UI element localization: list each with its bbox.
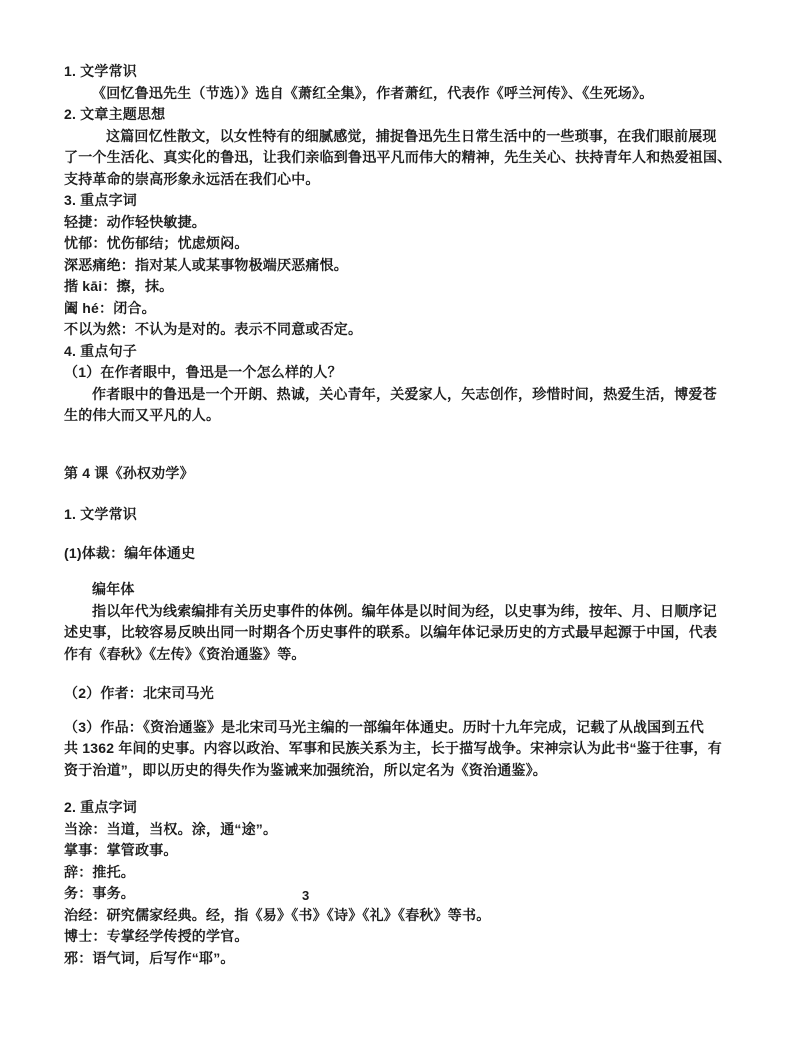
text-line: 第 4 课《孙权劝学》 bbox=[64, 464, 194, 481]
text-line: 阖 hé：闭合。 bbox=[64, 299, 156, 316]
text-line: 生的伟大而又平凡的人。 bbox=[64, 407, 221, 423]
text-line: 博士：专掌经学传授的学官。 bbox=[64, 928, 249, 944]
text-line: 了一个生活化、真实化的鲁迅，让我们亲临到鲁迅平凡而伟大的精神，先生关心、扶持青年人和热爱祖国、 bbox=[64, 149, 732, 165]
text-line: 支持革命的崇高形象永远活在我们心中。 bbox=[64, 170, 320, 187]
text-line: 1. 文学常识 bbox=[64, 506, 137, 522]
blank-space bbox=[64, 484, 764, 504]
text-line: 1. 文学常识 bbox=[64, 63, 137, 79]
text-line: 轻捷：动作轻快敏捷。 bbox=[64, 213, 206, 230]
text-line: （3）作品：《资治通鉴》是北宋司马光主编的一部编年体通史。历时十九年完成，记载了从战国到五代 bbox=[64, 718, 704, 735]
text-line: 作者眼中的鲁迅是一个开朗、热诚，关心青年，关爱家人，矢志创作，珍惜时间，热爱生活，博爱苍 bbox=[92, 385, 717, 402]
blank-space bbox=[64, 526, 764, 543]
text-line: 3. 重点字词 bbox=[64, 192, 137, 208]
text-line: 《回忆鲁迅先生（节选）》选自《萧红全集》，作者萧红，代表作《呼兰河传》、《生死场》。 bbox=[92, 84, 654, 101]
text-line: 不以为然：不认为是对的。表示不同意或否定。 bbox=[64, 321, 363, 337]
text-line: 邪：语气词，后写作“耶”。 bbox=[64, 949, 235, 966]
text-line: 指以年代为线索编排有关历史事件的体例。编年体是以时间为经，以史事为纬，按年、月、日顺序记 bbox=[92, 602, 717, 619]
text-line: 2. 重点字词 bbox=[64, 799, 137, 815]
blank-space bbox=[64, 705, 764, 717]
text-line: 务：事务。 bbox=[64, 885, 135, 901]
text-line: （1）在作者眼中，鲁迅是一个怎么样的人？ bbox=[64, 364, 342, 380]
document-body bbox=[64, 61, 764, 969]
text-line: (1)体裁：编年体通史 bbox=[64, 544, 196, 561]
text-line: 揩 kāi：擦，抹。 bbox=[64, 278, 174, 294]
text-line: 这篇回忆性散文，以女性特有的细腻感觉，捕捉鲁迅先生日常生活中的一些琐事，在我们眼前展现 bbox=[106, 127, 717, 144]
text-line: 资于治道”，即以历史的得失作为鉴诫来加强统治，所以定名为《资治通鉴》。 bbox=[64, 761, 547, 778]
text-line: （2）作者：北宋司马光 bbox=[64, 685, 214, 701]
text-line: 2. 文章主题思想 bbox=[64, 106, 166, 122]
blank-space bbox=[64, 665, 764, 683]
text-line: 当涂：当道，当权。涂，通“途”。 bbox=[64, 820, 278, 837]
text-line: 述史事，比较容易反映出同一时期各个历史事件的联系。以编年体记录历史的方式最早起源于中国，代表 bbox=[64, 624, 718, 640]
text-line: 辞：推托。 bbox=[64, 863, 135, 880]
text-line: 作有《春秋》《左传》《资治通鉴》等。 bbox=[64, 645, 306, 662]
text-line: 4. 重点句子 bbox=[64, 342, 137, 359]
text-line: 共 1362 年间的史事。内容以政治、军事和民族关系为主，长于描写战争。宋神宗认为此书“鉴于往事，有 bbox=[64, 740, 722, 756]
page-number: 3 bbox=[302, 888, 310, 903]
text-line: 掌事：掌管政事。 bbox=[64, 842, 178, 858]
blank-space bbox=[64, 564, 764, 579]
text-line: 深恶痛绝：指对某人或某事物极端厌恶痛恨。 bbox=[64, 256, 348, 273]
blank-space bbox=[64, 781, 764, 797]
text-line: 编年体 bbox=[92, 581, 135, 597]
text-line: 忧郁：忧伤郁结；忧虑烦闷。 bbox=[64, 235, 249, 251]
text-line: 治经：研究儒家经典。经，指《易》《书》《诗》《礼》《春秋》等书。 bbox=[64, 906, 491, 923]
blank-space bbox=[64, 427, 764, 463]
